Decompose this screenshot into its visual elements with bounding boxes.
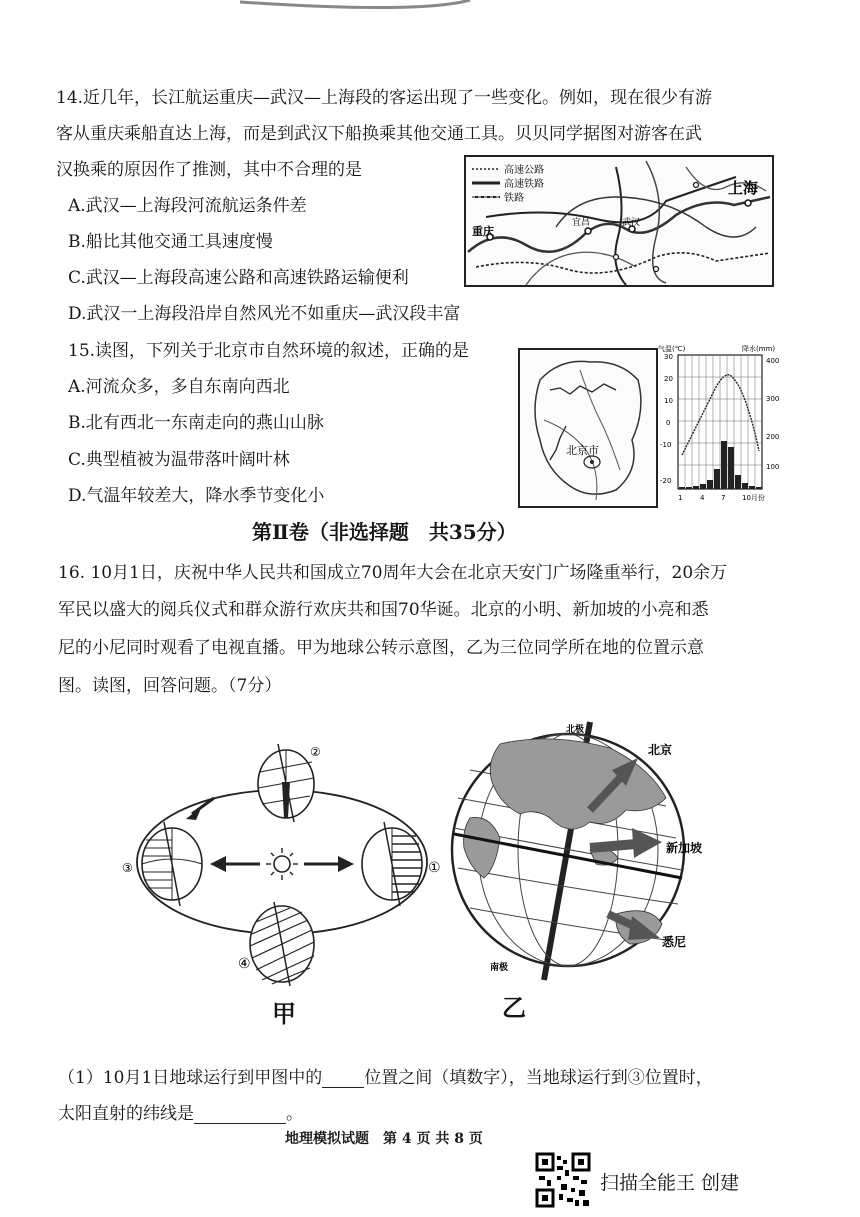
south-pole-label: 南极	[490, 963, 509, 973]
sunlight-arrowhead-left	[210, 856, 226, 872]
beijing-boundary	[535, 361, 641, 494]
q16-sub1-line2	[58, 1104, 303, 1124]
position-4-label: ④	[238, 956, 251, 972]
beijing-label: 北京	[648, 743, 673, 757]
yangtze-map-drawing	[466, 157, 772, 285]
globe-svg	[440, 718, 740, 998]
temp-tick: 30	[664, 353, 673, 361]
page-footer: 地理模拟试题 第 4 页 共 8 页	[285, 1131, 483, 1147]
q16-stem-line4: 图。读图，回答问题。（7分）	[58, 676, 282, 696]
position-1-label: ①	[428, 860, 441, 876]
beijing-map	[518, 348, 658, 508]
position-3-label: ③	[122, 861, 133, 875]
q14-option-b: B.船比其他交通工具速度慢	[68, 232, 273, 252]
q14-stem-line2: 客从重庆乘船直达上海，而是到武汉下船换乘其他交通工具。贝贝同学据图对游客在武	[56, 124, 702, 144]
temp-tick: 10	[664, 397, 673, 405]
q16-stem-line3: 尼的小尼同时观看了电视直播。甲为地球公转示意图，乙为三位同学所在地的位置示意	[58, 638, 704, 658]
legend-high-speed-rail: 高速铁路	[504, 179, 544, 190]
precip-tick: 100	[766, 463, 780, 471]
qr-code-graphic	[535, 1152, 591, 1208]
q14-option-d: D.武汉一上海段沿岸自然风光不如重庆—武汉段丰富	[68, 304, 461, 324]
qr-code-logo	[535, 1152, 591, 1208]
north-south-highway	[646, 161, 666, 283]
beijing-map-drawing	[520, 350, 656, 506]
temp-tick: 0	[666, 419, 671, 427]
city-wuhan: 武汉	[622, 218, 641, 228]
city-yichang: 宜昌	[572, 218, 591, 228]
town-marker	[694, 183, 699, 188]
highway-line	[476, 253, 770, 273]
river	[544, 420, 597, 500]
city-shanghai: 上海	[728, 179, 759, 197]
q16-sub1-line1	[58, 1068, 713, 1088]
month-tick: 10月份	[742, 494, 765, 502]
sub1-part-b: 位置之间（填数字），当地球运行到③位置时，	[364, 1068, 713, 1088]
legend-railway: 铁路	[504, 193, 524, 204]
climate-chart-svg	[658, 343, 788, 507]
scanner-watermark-text: 扫描全能王 创建	[600, 1172, 740, 1194]
mountain-ridge	[550, 384, 616, 394]
map-legend	[472, 163, 544, 204]
precipitation-axis-title: 降水(mm)	[742, 345, 776, 353]
precip-tick: 300	[766, 395, 780, 403]
town-marker	[614, 255, 619, 260]
q14-option-c: C.武汉—上海段高速公路和高速铁路运输便利	[68, 268, 409, 288]
city-chongqing: 重庆	[472, 225, 494, 238]
town-marker	[654, 267, 659, 272]
singapore-label: 新加坡	[666, 841, 703, 855]
month-tick: 4	[700, 494, 705, 502]
revolution-svg	[110, 722, 460, 1022]
q14-option-a: A.武汉—上海段河流航运条件差	[68, 196, 307, 216]
sunlight-arrowhead-right	[338, 856, 354, 872]
yichang-marker	[585, 228, 591, 234]
mountain-ridge	[550, 426, 566, 460]
q14-stem-line3: 汉换乘的原因作了推测，其中不合理的是	[56, 160, 362, 180]
q15-option-c: C.典型植被为温带落叶阔叶林	[68, 450, 290, 470]
temp-tick: -20	[660, 477, 672, 485]
sub1-part-a: （1）10月1日地球运行到甲图中的	[58, 1068, 323, 1088]
sun-icon	[266, 848, 298, 880]
yangtze-transport-map	[464, 155, 774, 287]
sub1-end: 。	[286, 1104, 303, 1124]
beijing-marker	[590, 460, 594, 464]
q15-option-a: A.河流众多，多自东南向西北	[68, 377, 290, 397]
figure-jia-label: 甲	[272, 999, 296, 1028]
figure-yi-label: 乙	[502, 993, 526, 1022]
scan-edge-artifact	[0, 0, 860, 14]
part2-title: 第Ⅱ卷（非选择题 共35分）	[252, 520, 517, 544]
month-tick: 7	[721, 494, 726, 502]
temp-tick: 20	[664, 375, 673, 383]
q15-option-d: D.气温年较差大，降水季节变化小	[68, 486, 325, 506]
temperature-axis-title: 气温(℃)	[658, 345, 686, 353]
legend-highway: 高速公路	[504, 165, 544, 176]
precip-tick: 200	[766, 433, 780, 441]
q15-stem: 15.读图，下列关于北京市自然环境的叙述，正确的是	[68, 341, 470, 361]
beijing-climate-chart	[658, 343, 788, 507]
shanghai-marker	[745, 200, 751, 206]
q16-stem-line1: 16. 10月1日，庆祝中华人民共和国成立70周年大会在北京天安门广场隆重举行，20余万	[58, 563, 728, 583]
precip-tick: 400	[766, 357, 780, 365]
blank-latitude[interactable]	[194, 1107, 286, 1124]
temp-tick: -10	[660, 441, 672, 449]
earth-position-2	[258, 744, 314, 822]
blank-positions[interactable]	[322, 1071, 364, 1088]
month-tick: 1	[678, 494, 683, 502]
yangtze-river	[468, 197, 770, 252]
q15-option-b: B.北有西北一东南走向的燕山山脉	[68, 413, 324, 433]
orbit-arrowhead	[186, 806, 202, 820]
position-2-label: ②	[310, 745, 321, 759]
south-road	[526, 252, 636, 285]
q14-stem-line1: 14.近几年，长江航运重庆—武汉—上海段的客运出现了一些变化。例如，现在很少有游	[56, 88, 713, 108]
q16-stem-line2: 军民以盛大的阅兵仪式和群众游行欢庆共和国70华诞。北京的小明、新加坡的小亮和悉	[58, 600, 709, 620]
sub1-part-c: 太阳直射的纬线是	[58, 1104, 194, 1124]
north-pole-label: 北极	[566, 725, 585, 735]
singapore-arrow	[590, 844, 636, 848]
globe-diagram	[440, 718, 740, 1028]
sydney-label: 悉尼	[662, 935, 687, 949]
earth-revolution-diagram	[110, 722, 460, 1028]
earth-position-4	[250, 902, 314, 986]
grid-lines	[678, 355, 762, 489]
beijing-label: 北京市	[566, 444, 599, 457]
